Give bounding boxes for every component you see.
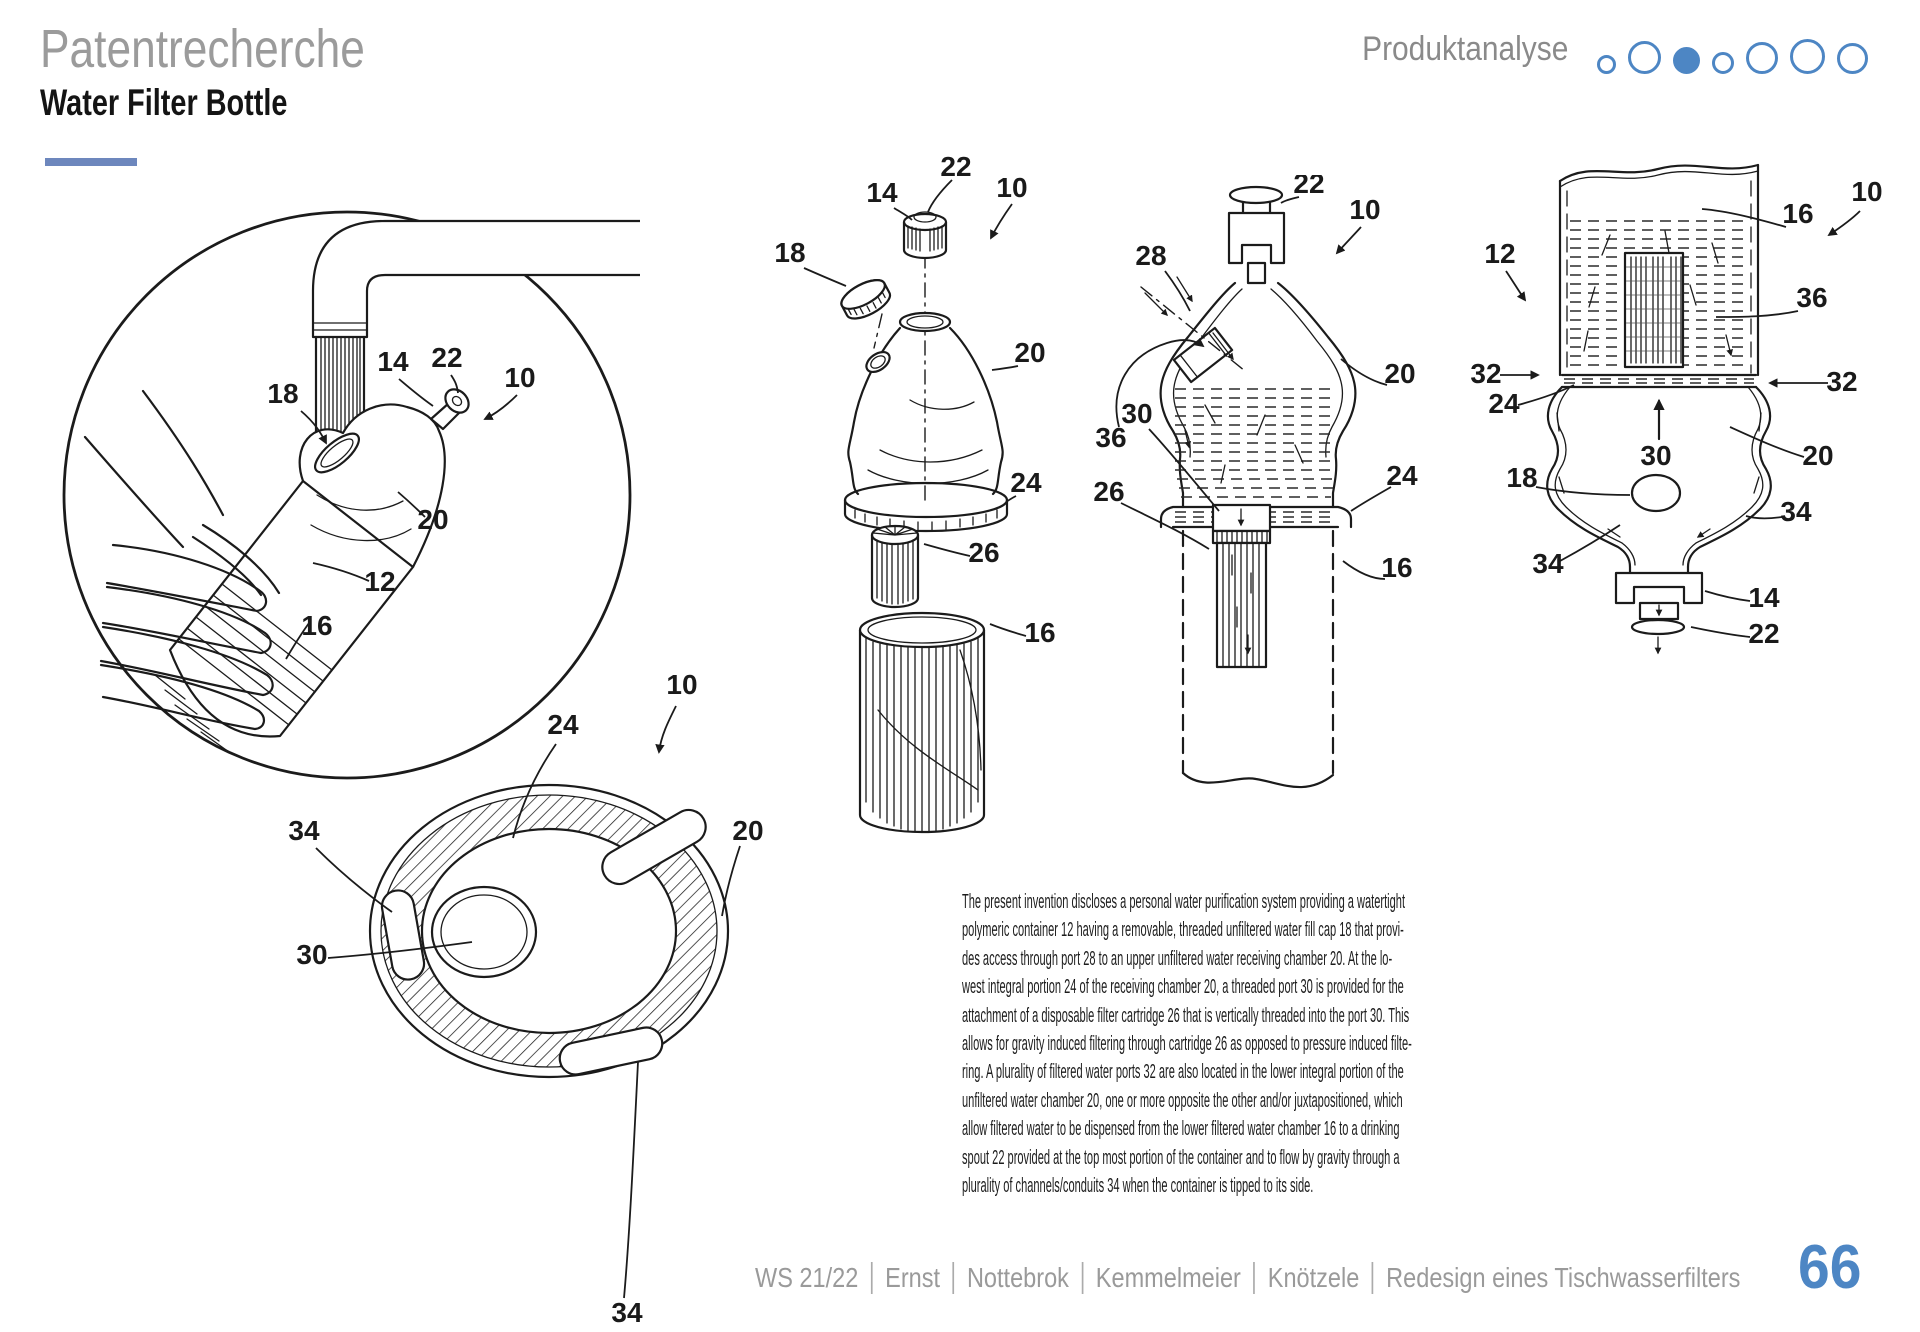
progress-dots [1597,36,1887,74]
progress-dot-active[interactable] [1673,47,1700,74]
footer-project: Redesign eines Tischwasserfilters [1386,1262,1741,1293]
progress-dot[interactable] [1790,39,1825,74]
invention-description: The present invention discloses a personal water purification system providing a watertight polymeric container 12 having a removable, threaded unfiltered water fill cap 18 that provi- des access through port 28 to an upper unfiltered water receiving chamber 20. At the lo- west integral portion 24 of the receiving chamber 20, a threaded port 30 is provided for the attachment of a disposable filter cartridge 26 that is vertically threaded into the port 30. This allows for gravity induced filtering through cartridge 26 as opposed to pressure induced filte- ring. A plurality of filtered water ports 32 are also located in the lower integral portion of the unfiltered water chamber 20, one or more opposite the other and/or juxtapositioned, which allow filtered water to be dispensed from the lower filtered water chamber 16 to a drinking spout 22 provided at the top most portion of the container and to flow by gravity through a plurality of channels/conduits 34 when the container is tipped to its side. [962,890,1412,1198]
filter-cartridge-section [1213,531,1270,667]
ref-label-30: 30 [1121,398,1153,429]
footer-separator [1253,1262,1255,1294]
footer-author: Nottebrok [966,1262,1069,1293]
page-number: 66 [1798,1233,1862,1302]
integral-band [1562,375,1756,387]
ref-label-26: 26 [968,537,1000,568]
ref-label-12: 12 [364,566,396,597]
ref-label-24: 24 [1488,388,1520,419]
footer-separator [871,1262,873,1294]
page-title: Patentrecherche [40,19,365,79]
ref-label-10: 10 [504,362,536,393]
ref-label-12: 12 [1484,238,1516,269]
ref-label-20: 20 [732,815,764,846]
ref-label-30: 30 [296,939,328,970]
ref-label-24: 24 [1386,460,1418,491]
footer [755,1262,1740,1294]
figure-exploded-view [760,150,1060,840]
ref-label-28: 28 [1135,240,1167,271]
progress-dot[interactable] [1597,55,1616,74]
ref-label-20: 20 [1384,358,1416,389]
filter-cartridge [872,526,918,607]
ref-label-36: 36 [1796,282,1828,313]
progress-dot[interactable] [1628,41,1661,74]
ref-label-10: 10 [1349,194,1381,225]
ref-label-10: 10 [1851,176,1883,207]
ref-label-18: 18 [1506,462,1538,493]
footer-term: WS 21/22 [755,1262,859,1293]
progress-dot[interactable] [1712,52,1734,74]
ref-label-16: 16 [1381,552,1413,583]
water-unfiltered [1175,389,1337,497]
footer-separator [1372,1262,1374,1294]
ref-label-14: 14 [377,346,409,377]
ring-section [370,785,728,1077]
figure-section-filling [1085,175,1425,835]
drinking-spout [1229,187,1284,283]
threaded-port-view [1625,253,1683,367]
ref-label-16: 16 [1782,198,1814,229]
lower-chamber-cylinder [860,613,984,832]
ref-label-14: 14 [866,177,898,208]
figure-section-inverted [1460,135,1920,675]
page-subtitle: Water Filter Bottle [40,82,288,123]
ref-label-22: 22 [1748,618,1780,649]
ref-label-34-bottom: 34 [611,1297,643,1328]
ref-label-18: 18 [774,237,806,268]
footer-separator [953,1262,955,1294]
footer-author: Knötzele [1267,1262,1360,1293]
upper-chamber [845,313,1007,531]
ref-label-34-left: 34 [288,815,320,846]
threaded-port-opening [432,887,536,977]
ref-label-22: 22 [431,342,463,373]
ref-label-32-left: 32 [1470,358,1502,389]
ref-label-26: 26 [1093,476,1125,507]
ref-label-10: 10 [666,669,698,700]
cap-through-view [1632,475,1680,511]
torn-edge [1560,165,1758,187]
ref-label-22: 22 [1293,175,1325,199]
ref-label-24: 24 [1010,467,1042,498]
progress-dot[interactable] [1746,42,1778,74]
ref-label-36: 36 [1095,422,1127,453]
ref-label-10: 10 [996,172,1028,203]
ref-label-18: 18 [267,378,299,409]
integral-floor [1161,505,1351,531]
accent-rule [45,158,137,166]
ref-label-20: 20 [1802,440,1834,471]
ref-label-16: 16 [1024,617,1056,648]
footer-separator [1082,1262,1084,1294]
ref-label-30: 30 [1640,440,1672,471]
ref-label-14: 14 [1748,582,1780,613]
fill-port [1141,277,1245,382]
ref-label-16: 16 [301,610,333,641]
progress-dot[interactable] [1837,43,1868,74]
neck-and-cap [1616,567,1702,653]
footer-author: Ernst [885,1262,941,1293]
footer-author: Kemmelmeier [1095,1262,1241,1293]
ref-label-24: 24 [547,709,579,740]
chapter-label: Produktanalyse [1361,30,1568,68]
ref-label-20: 20 [417,504,449,535]
ref-label-34-left: 34 [1532,548,1564,579]
ref-label-22: 22 [940,151,972,182]
figure-top-view [270,630,770,1330]
ref-label-34-right: 34 [1780,496,1812,527]
ref-label-20: 20 [1014,337,1046,368]
ref-label-32-right: 32 [1826,366,1858,397]
